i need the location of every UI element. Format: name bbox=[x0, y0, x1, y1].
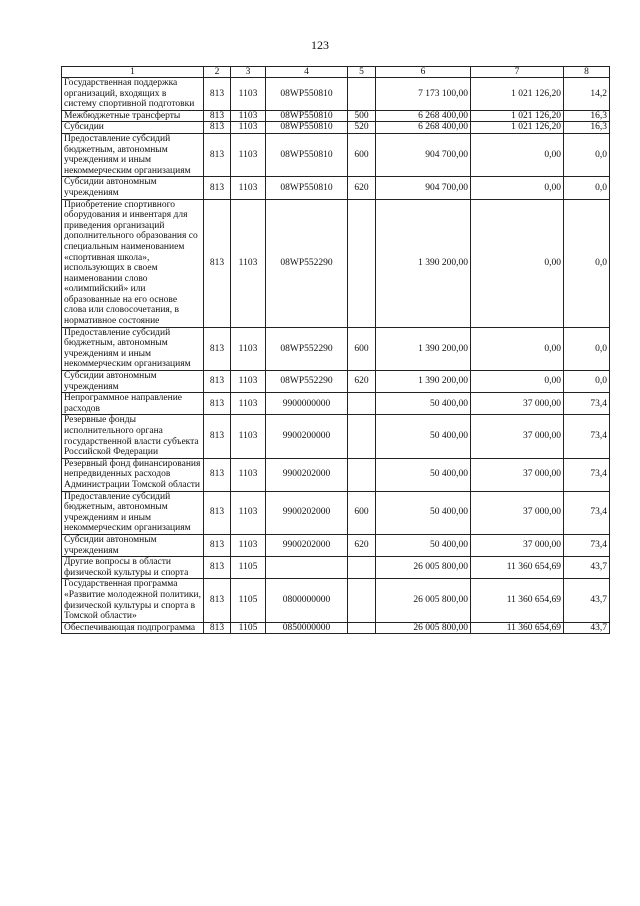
table-row bbox=[62, 579, 610, 622]
cell-ved: 813 bbox=[204, 557, 231, 579]
cell-name: Непрограммное направление расходов bbox=[62, 393, 204, 415]
cell-name: Резервные фонды исполнительного органа государственной власти субъекта Российской Федерации bbox=[62, 415, 204, 458]
cell-razdel: 1103 bbox=[231, 133, 266, 176]
cell-percent: 73,4 bbox=[564, 393, 610, 415]
cell-name: Предоставление субсидий бюджетным, автономным учреждениям и иным некоммерческим организациям bbox=[62, 133, 204, 176]
cell-vr: 600 bbox=[348, 491, 376, 534]
cell-vr: 620 bbox=[348, 534, 376, 556]
column-header: 6 bbox=[376, 67, 471, 78]
cell-ved: 813 bbox=[204, 534, 231, 556]
cell-fact: 1 021 126,20 bbox=[471, 122, 564, 134]
cell-name: Другие вопросы в области физической культуры и спорта bbox=[62, 557, 204, 579]
cell-plan: 1 390 200,00 bbox=[376, 327, 471, 370]
table-row bbox=[62, 557, 610, 579]
cell-ved: 813 bbox=[204, 199, 231, 327]
cell-ved: 813 bbox=[204, 177, 231, 199]
cell-fact: 0,00 bbox=[471, 371, 564, 393]
cell-plan: 6 268 400,00 bbox=[376, 122, 471, 134]
cell-plan: 904 700,00 bbox=[376, 133, 471, 176]
cell-plan: 1 390 200,00 bbox=[376, 199, 471, 327]
cell-csr: 9900202000 bbox=[266, 534, 348, 556]
cell-ved: 813 bbox=[204, 327, 231, 370]
table-row bbox=[62, 177, 610, 199]
cell-ved: 813 bbox=[204, 458, 231, 491]
cell-ved: 813 bbox=[204, 491, 231, 534]
cell-csr: 08WP552290 bbox=[266, 371, 348, 393]
cell-percent: 73,4 bbox=[564, 458, 610, 491]
cell-percent: 0,0 bbox=[564, 199, 610, 327]
cell-name: Предоставление субсидий бюджетным, автономным учреждениям и иным некоммерческим организациям bbox=[62, 491, 204, 534]
cell-csr: 9900202000 bbox=[266, 491, 348, 534]
cell-vr: 600 bbox=[348, 133, 376, 176]
cell-plan: 7 173 100,00 bbox=[376, 78, 471, 111]
cell-ved: 813 bbox=[204, 122, 231, 134]
cell-name: Предоставление субсидий бюджетным, автономным учреждениям и иным некоммерческим организациям bbox=[62, 327, 204, 370]
cell-razdel: 1103 bbox=[231, 327, 266, 370]
table-body bbox=[62, 67, 610, 634]
cell-vr bbox=[348, 199, 376, 327]
cell-ved: 813 bbox=[204, 579, 231, 622]
column-header: 2 bbox=[204, 67, 231, 78]
cell-razdel: 1103 bbox=[231, 78, 266, 111]
cell-ved: 813 bbox=[204, 110, 231, 122]
cell-vr bbox=[348, 557, 376, 579]
cell-plan: 26 005 800,00 bbox=[376, 579, 471, 622]
cell-plan: 26 005 800,00 bbox=[376, 622, 471, 634]
cell-csr: 08WP550810 bbox=[266, 133, 348, 176]
cell-ved: 813 bbox=[204, 78, 231, 111]
cell-razdel: 1105 bbox=[231, 557, 266, 579]
cell-ved: 813 bbox=[204, 371, 231, 393]
cell-razdel: 1103 bbox=[231, 122, 266, 134]
table-row bbox=[62, 458, 610, 491]
cell-vr bbox=[348, 579, 376, 622]
cell-percent: 43,7 bbox=[564, 557, 610, 579]
cell-plan: 50 400,00 bbox=[376, 393, 471, 415]
cell-fact: 37 000,00 bbox=[471, 415, 564, 458]
cell-fact: 0,00 bbox=[471, 133, 564, 176]
cell-fact: 11 360 654,69 bbox=[471, 622, 564, 634]
cell-fact: 37 000,00 bbox=[471, 491, 564, 534]
cell-name: Резервный фонд финансирования непредвиденных расходов Администрации Томской области bbox=[62, 458, 204, 491]
cell-vr: 620 bbox=[348, 371, 376, 393]
cell-percent: 14,2 bbox=[564, 78, 610, 111]
cell-vr bbox=[348, 622, 376, 634]
cell-plan: 50 400,00 bbox=[376, 491, 471, 534]
cell-vr bbox=[348, 458, 376, 491]
cell-csr bbox=[266, 557, 348, 579]
cell-name: Межбюджетные трансферты bbox=[62, 110, 204, 122]
cell-csr: 9900202000 bbox=[266, 458, 348, 491]
table-row bbox=[62, 491, 610, 534]
cell-percent: 16,3 bbox=[564, 122, 610, 134]
cell-vr bbox=[348, 415, 376, 458]
cell-csr: 08WP550810 bbox=[266, 110, 348, 122]
cell-plan: 26 005 800,00 bbox=[376, 557, 471, 579]
cell-razdel: 1103 bbox=[231, 110, 266, 122]
cell-name: Приобретение спортивного оборудования и инвентаря для приведения организаций дополнительного образования со специальным наименованием «спортивная школа», использующих в своем наименовании слово «олимпийский» или образованные на его основе слова или словосочетания, в нормативное состояние bbox=[62, 199, 204, 327]
cell-fact: 37 000,00 bbox=[471, 534, 564, 556]
cell-plan: 50 400,00 bbox=[376, 458, 471, 491]
cell-razdel: 1103 bbox=[231, 534, 266, 556]
table-row bbox=[62, 110, 610, 122]
cell-razdel: 1105 bbox=[231, 622, 266, 634]
cell-razdel: 1103 bbox=[231, 177, 266, 199]
cell-plan: 50 400,00 bbox=[376, 534, 471, 556]
cell-csr: 08WP552290 bbox=[266, 327, 348, 370]
cell-csr: 08WP550810 bbox=[266, 78, 348, 111]
table-row bbox=[62, 415, 610, 458]
column-header: 1 bbox=[62, 67, 204, 78]
cell-plan: 6 268 400,00 bbox=[376, 110, 471, 122]
cell-fact: 11 360 654,69 bbox=[471, 557, 564, 579]
cell-razdel: 1103 bbox=[231, 458, 266, 491]
column-header: 8 bbox=[564, 67, 610, 78]
cell-name: Государственная программа «Развитие молодежной политики, физической культуры и спорта в Томской области» bbox=[62, 579, 204, 622]
cell-percent: 0,0 bbox=[564, 327, 610, 370]
cell-vr: 520 bbox=[348, 122, 376, 134]
cell-csr: 0800000000 bbox=[266, 579, 348, 622]
cell-vr: 620 bbox=[348, 177, 376, 199]
cell-name: Обеспечивающая подпрограмма bbox=[62, 622, 204, 634]
cell-fact: 0,00 bbox=[471, 327, 564, 370]
cell-percent: 16,3 bbox=[564, 110, 610, 122]
cell-ved: 813 bbox=[204, 393, 231, 415]
cell-vr bbox=[348, 78, 376, 111]
cell-vr: 600 bbox=[348, 327, 376, 370]
cell-percent: 73,4 bbox=[564, 415, 610, 458]
table-row bbox=[62, 133, 610, 176]
cell-csr: 08WP552290 bbox=[266, 199, 348, 327]
cell-percent: 43,7 bbox=[564, 579, 610, 622]
cell-csr: 9900000000 bbox=[266, 393, 348, 415]
column-header: 5 bbox=[348, 67, 376, 78]
cell-percent: 0,0 bbox=[564, 371, 610, 393]
table-row bbox=[62, 78, 610, 111]
column-header: 4 bbox=[266, 67, 348, 78]
cell-razdel: 1103 bbox=[231, 371, 266, 393]
cell-name: Субсидии автономным учреждениям bbox=[62, 177, 204, 199]
budget-table bbox=[61, 66, 610, 634]
table-row bbox=[62, 199, 610, 327]
cell-fact: 37 000,00 bbox=[471, 458, 564, 491]
cell-ved: 813 bbox=[204, 133, 231, 176]
table-header-row bbox=[62, 67, 610, 78]
cell-csr: 08WP550810 bbox=[266, 122, 348, 134]
cell-razdel: 1103 bbox=[231, 491, 266, 534]
table-row bbox=[62, 371, 610, 393]
cell-ved: 813 bbox=[204, 622, 231, 634]
cell-plan: 1 390 200,00 bbox=[376, 371, 471, 393]
cell-razdel: 1103 bbox=[231, 393, 266, 415]
cell-csr: 9900200000 bbox=[266, 415, 348, 458]
cell-name: Субсидии bbox=[62, 122, 204, 134]
table-row bbox=[62, 327, 610, 370]
cell-percent: 0,0 bbox=[564, 133, 610, 176]
cell-name: Субсидии автономным учреждениям bbox=[62, 371, 204, 393]
table-row bbox=[62, 393, 610, 415]
cell-razdel: 1103 bbox=[231, 415, 266, 458]
cell-fact: 0,00 bbox=[471, 199, 564, 327]
cell-vr bbox=[348, 393, 376, 415]
column-header: 7 bbox=[471, 67, 564, 78]
cell-fact: 1 021 126,20 bbox=[471, 78, 564, 111]
cell-vr: 500 bbox=[348, 110, 376, 122]
cell-fact: 0,00 bbox=[471, 177, 564, 199]
table-row bbox=[62, 534, 610, 556]
cell-percent: 43,7 bbox=[564, 622, 610, 634]
cell-name: Государственная поддержка организаций, входящих в систему спортивной подготовки bbox=[62, 78, 204, 111]
table-row bbox=[62, 622, 610, 634]
cell-plan: 50 400,00 bbox=[376, 415, 471, 458]
cell-fact: 37 000,00 bbox=[471, 393, 564, 415]
cell-plan: 904 700,00 bbox=[376, 177, 471, 199]
cell-fact: 1 021 126,20 bbox=[471, 110, 564, 122]
cell-percent: 73,4 bbox=[564, 491, 610, 534]
page-number: 123 bbox=[311, 38, 329, 52]
column-header: 3 bbox=[231, 67, 266, 78]
cell-name: Субсидии автономным учреждениям bbox=[62, 534, 204, 556]
cell-percent: 73,4 bbox=[564, 534, 610, 556]
cell-percent: 0,0 bbox=[564, 177, 610, 199]
cell-ved: 813 bbox=[204, 415, 231, 458]
cell-razdel: 1103 bbox=[231, 199, 266, 327]
cell-fact: 11 360 654,69 bbox=[471, 579, 564, 622]
cell-razdel: 1105 bbox=[231, 579, 266, 622]
table-row bbox=[62, 122, 610, 134]
cell-csr: 08WP550810 bbox=[266, 177, 348, 199]
cell-csr: 0850000000 bbox=[266, 622, 348, 634]
